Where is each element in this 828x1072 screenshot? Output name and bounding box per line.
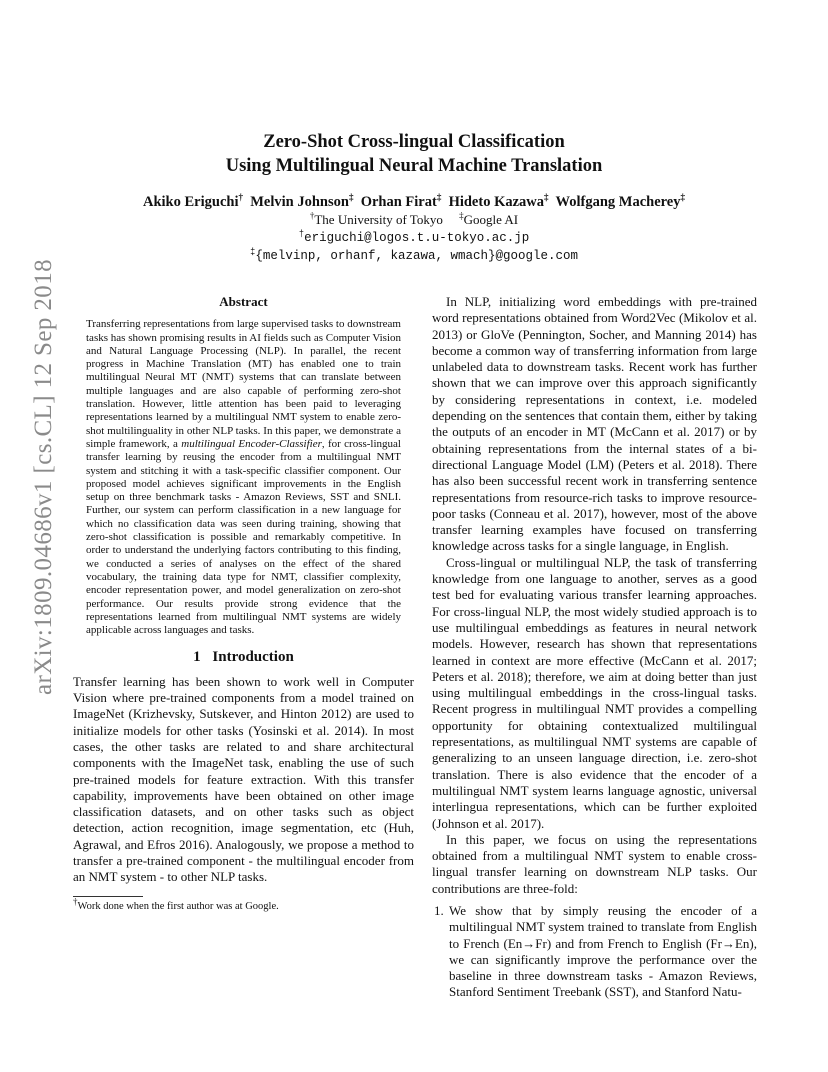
paper-title-line-1: Zero-Shot Cross-lingual Classification xyxy=(263,132,565,152)
abstract-emphasis: multilingual Encoder-Classifier xyxy=(181,437,322,450)
author-list xyxy=(80,192,748,212)
body-paragraph: In NLP, initializing word embeddings with pre-trained word representations obtained from Word2Vec (Mikolov et al. 2013) or GloVe (Pennington, Socher, and Manning 2014) has become a common way of transferring information from large unlabeled data to downstream tasks. Recent work has further shown that we can improve over this approach significantly by considering representations in context, i.e. modeled depending on the sentences that contain them, either by taking the outputs of an encoder in MT (McCann et al. 2017) or by obtaining representations from the internal states of a bi-directional Language Model (LM) (Peters et al. 2018). There has also been successful recent work in transferring sentence representations from resource-rich tasks to improve resource-poor tasks (Conneau et al. 2017), however, most of the above transfer learning examples have focused on transferring knowledge across tasks for a single language, in English. xyxy=(432,294,757,554)
affiliation-mark: † xyxy=(309,210,315,221)
author-affiliation-mark: † xyxy=(238,192,243,203)
author-name: Melvin Johnson xyxy=(250,194,349,210)
email-address: {melvinp, orhanf, kazawa, wmach}@google.com xyxy=(255,248,578,263)
paper-header xyxy=(80,130,748,265)
email-line-2 xyxy=(80,247,748,265)
abstract-text-part: Transferring representations from large supervised tasks to downstream tasks has shown promising results in AI fields such as Computer Vision and Natural Language Processing (NLP). In parallel, the recent progress in Machine Translation (MT) has enabled one to train multilingual Neural MT (NMT) systems that can translate between multiple languages and are also capable of performing zero-shot translation. However, little attention has been paid to leveraging representations learned by a multilingual NMT system to enable zero-shot multilinguality in other NLP tasks. In this paper, we demonstrate a simple framework, a xyxy=(86,318,401,450)
footnote-mark: † xyxy=(73,896,78,907)
author-name: Orhan Firat xyxy=(360,194,437,210)
affiliation-mark: ‡ xyxy=(250,246,256,257)
author-name: Hideto Kazawa xyxy=(448,194,545,210)
footnote-divider xyxy=(73,896,143,897)
left-column xyxy=(73,294,414,913)
author-affiliation-mark: ‡ xyxy=(544,192,549,203)
affiliation-company: Google AI xyxy=(463,212,519,227)
right-column xyxy=(432,294,757,1001)
email-address: eriguchi@logos.t.u-tokyo.ac.jp xyxy=(304,230,530,245)
author-affiliation-mark: ‡ xyxy=(680,192,685,203)
paper-title-line-2: Using Multilingual Neural Machine Translation xyxy=(225,156,603,176)
footnote xyxy=(73,896,414,913)
contributions-list xyxy=(432,903,757,1001)
email-line-1 xyxy=(80,229,748,247)
body-paragraph: In this paper, we focus on using the representations obtained from a multilingual NMT system to enable cross-lingual transfer learning on downstream NLP tasks. Our contributions are three-fold: xyxy=(432,831,757,896)
body-paragraph: Transfer learning has been shown to work well in Computer Vision where pre-trained components from a model trained on ImageNet (Krizhevsky, Sutskever, and Hinton 2012) are used to initialize models for other tasks (Yosinski et al. 2014). In most cases, the other tasks are related to and share architectural components with the ImageNet task, enabling the use of such pre-trained models for feature extraction. With this transfer capability, improvements have been obtained on other image classification datasets, and on other tasks such as object detection, action recognition, image segmentation, etc (Huh, Agrawal, and Efros 2016). Analogously, we propose a method to transfer a pre-trained component - the multilingual encoder from an NMT system - to other NLP tasks. xyxy=(73,673,414,885)
abstract-heading: Abstract xyxy=(219,294,268,309)
body-paragraph: Cross-lingual or multilingual NLP, the task of transferring knowledge from one language to another, serves as a good test bed for evaluating various transfer learning approaches. For cross-lingual NLP, the most widely studied approach is to use multilingual embeddings as features in neural network models. However, research has shown that representations learned in context are more effective (McCann et al. 2017; Peters et al. 2018); therefore, we aim at doing better than just using multilingual embeddings in the cross-lingual tasks. Recent progress in multilingual NMT provides a compelling opportunity for obtaining contextualized multilingual representations, as multilingual NMT systems are capable of generalizing to an unseen language direction, i.e. zero-shot translation. There is also evidence that the encoder of a multilingual NMT system learns language agnostic, universal interlingua representations, which can be further exploited (Johnson et al. 2017). xyxy=(432,554,757,831)
arxiv-identifier-text: arXiv:1809.04686v1 [cs.CL] 12 Sep 2018 xyxy=(30,259,57,695)
list-item: 1. We show that by simply reusing the encoder of a multilingual NMT system trained to translate from English to French (En→Fr) and from French to English (Fr→En), we can significantly improve the performance over the baseline in three downstream tasks - Amazon Reviews, Stanford Sentiment Treebank (SST), and Stanford Natu- xyxy=(447,903,757,1001)
abstract-body xyxy=(86,318,401,637)
author-affiliation-mark: ‡ xyxy=(348,192,354,203)
section-heading-introduction: 1 Introduction xyxy=(193,649,294,666)
affiliation-mark: † xyxy=(298,228,305,239)
author-name: Akiko Eriguchi xyxy=(142,194,239,210)
affiliation-mark: ‡ xyxy=(459,210,464,221)
affiliation-university: The University of Tokyo xyxy=(314,212,443,227)
affiliations xyxy=(80,212,748,229)
author-name: Wolfgang Macherey xyxy=(555,194,681,210)
abstract-text-part: , for cross-lingual transfer learning by reusing the encoder from a multilingual NMT system and stitching it with a task-specific classifier component. Our proposed model achieves significant improvements in the English setup on three benchmark tasks - Amazon Reviews, SST and SNLI. Further, our system can perform classification in a new language for which no classification data was seen during training, showing that zero-shot classification is possible and remarkably competitive. In order to understand the underlying factors contributing to this finding, we conducted a series of analyses on the effect of the shared vocabulary, the training data type for NMT, classifier complexity, encoder representation power, and model generalization on zero-shot performance. Our results provide strong evidence that the representations learned from multilingual NMT systems are widely applicable across languages and tasks. xyxy=(86,437,401,637)
footnote-text: Work done when the first author was at Google. xyxy=(77,900,279,912)
author-affiliation-mark: ‡ xyxy=(436,192,442,203)
